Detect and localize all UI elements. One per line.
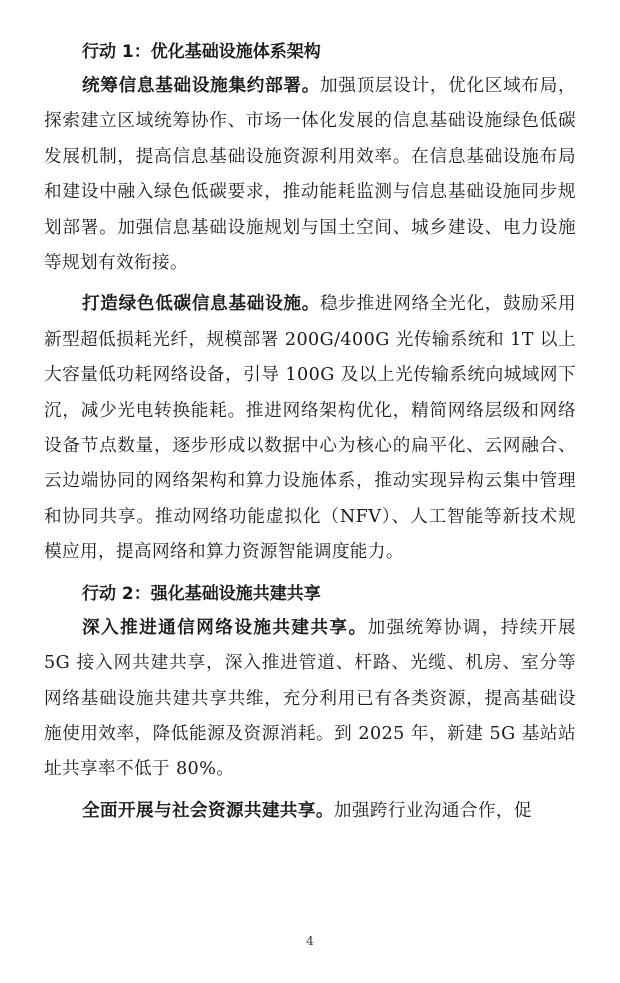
section-heading-action-1: 行动 1：优化基础设施体系架构 [82, 42, 321, 62]
paragraph-green-infrastructure [44, 287, 576, 570]
paragraph-lead: 打造绿色低碳信息基础设施。 [82, 294, 320, 315]
paragraph-body: 稳步推进网络全光化，鼓励采用新型超低损耗光纤，规模部署 200G/400G 光传输系统和 1T 以上大容量低功耗网络设备，引导 100G 及以上光传输系统向城域网下沉，减少光电转换能耗。推进网络架构优化，精简网络层级和网络设备节点数量，逐步形成以数据中心为核心的扁平化、云网融合、云边端协同的网络架构和算力设施体系，推动实现异构云集中管理和协同共享。推动网络功能虚拟化（NFV）、人工智能等新技术规模应用，提高网络和算力资源智能调度能力。 [44, 294, 576, 563]
section-heading-action-2: 行动 2：强化基础设施共建共享 [82, 583, 321, 604]
paragraph-infrastructure-deployment [44, 69, 576, 281]
paragraph-body: 加强跨行业沟通合作，促 [333, 800, 532, 821]
paragraph-body: 加强顶层设计，优化区域布局，探索建立区域统筹协作、市场一体化发展的信息基础设施绿色低碳发展机制，提高信息基础设施资源利用效率。在信息基础设施布局和建设中融入绿色低碳要求，推动能耗监测与信息基础设施同步规划部署。加强信息基础设施规划与国土空间、城乡建设、电力设施等规划有效衔接。 [44, 76, 576, 274]
paragraph-lead: 全面开展与社会资源共建共享。 [82, 800, 334, 821]
paragraph-social-resource-sharing [44, 794, 576, 829]
paragraph-network-sharing [44, 611, 576, 788]
document-body [44, 35, 576, 835]
paragraph-body: 加强统筹协调，持续开展 5G 接入网共建共享，深入推进管道、杆路、光缆、机房、室分等网络基础设施共建共享共维，充分利用已有各类资源，提高基础设施使用效率，降低能源及资源消耗。到 2025 年，新建 5G 基站站址共享率不低于 80%。 [44, 617, 576, 780]
page-number: 4 [306, 934, 314, 948]
paragraph-lead: 深入推进通信网络设施共建共享。 [82, 617, 368, 638]
paragraph-lead: 统筹信息基础设施集约部署。 [82, 76, 320, 96]
